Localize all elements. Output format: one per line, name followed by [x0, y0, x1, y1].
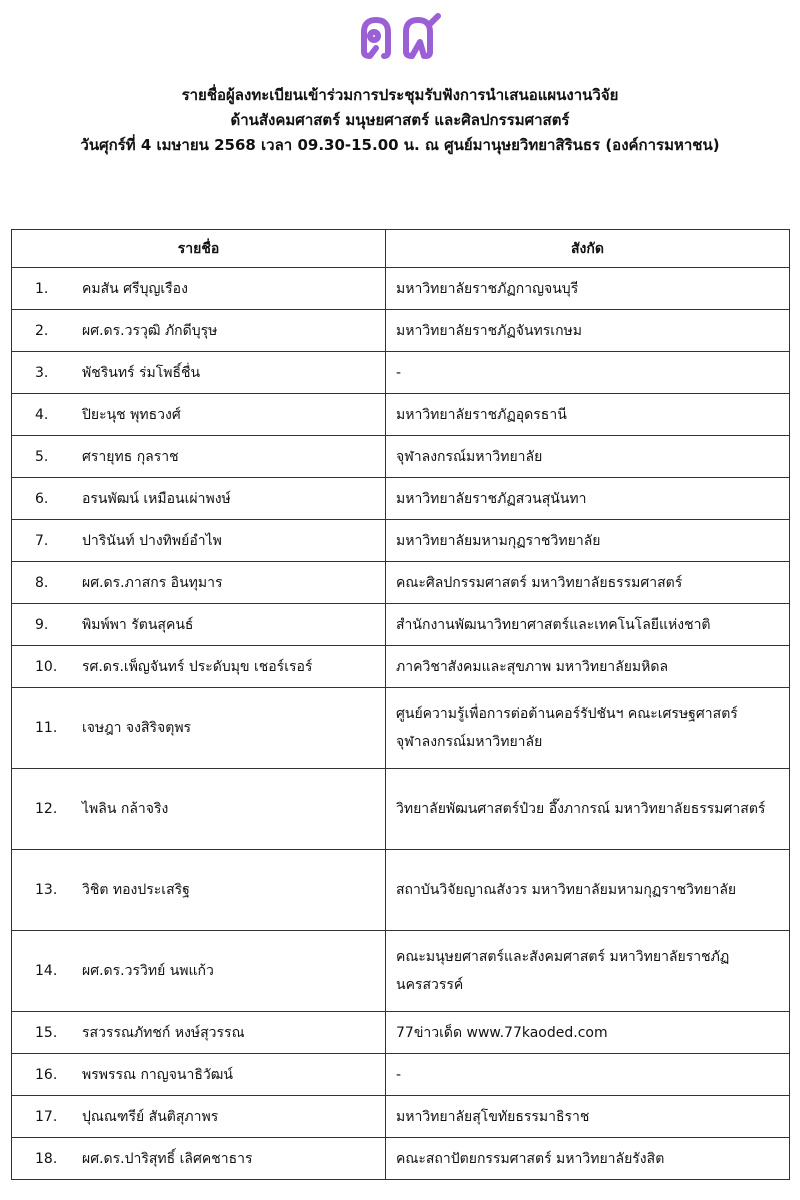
- row-number: 16.: [35, 1066, 58, 1083]
- registrant-name: ปารินันท์ ปางทิพย์อำไพ: [82, 532, 222, 549]
- table-row: [12, 1096, 790, 1138]
- affiliation-cell: คณะสถาปัตยกรรมศาสตร์ มหาวิทยาลัยรังสิต: [386, 1138, 790, 1180]
- name-cell: [12, 1012, 386, 1054]
- row-number: 1.: [35, 280, 49, 297]
- heading-line-title: รายชื่อผู้ลงทะเบียนเข้าร่วมการประชุมรับฟังการนำเสนอแผนงานวิจัย: [181, 86, 619, 104]
- registrant-name: พิมพ์พา รัตนสุคนธ์: [82, 616, 194, 633]
- table-row: [12, 769, 790, 850]
- table-row: [12, 604, 790, 646]
- affiliation-cell: มหาวิทยาลัยมหามกุฏราชวิทยาลัย: [386, 520, 790, 562]
- registrant-name: ผศ.ดร.ภาสกร อินทุมาร: [82, 574, 223, 591]
- name-cell: [12, 562, 386, 604]
- affiliation-cell: จุฬาลงกรณ์มหาวิทยาลัย: [386, 436, 790, 478]
- registrant-name: ผศ.ดร.วรวิทย์ นพแก้ว: [82, 963, 214, 979]
- registrant-name: ไพลิน กล้าจริง: [82, 801, 169, 817]
- registrant-name: เจษฎา จงสิริจตุพร: [82, 720, 192, 736]
- row-number: 12.: [35, 801, 58, 817]
- name-cell: [12, 646, 386, 688]
- affiliation-cell: -: [386, 1054, 790, 1096]
- table-row: [12, 310, 790, 352]
- name-cell: [12, 1096, 386, 1138]
- table-row: [12, 436, 790, 478]
- affiliation-cell: มหาวิทยาลัยราชภัฏกาญจนบุรี: [386, 268, 790, 310]
- row-number: 7.: [35, 532, 49, 549]
- table-header-row: [12, 230, 790, 268]
- name-cell: [12, 520, 386, 562]
- registrant-name: ปุณณฑรีย์ สันติสุภาพร: [82, 1108, 219, 1125]
- affiliation-cell: ศูนย์ความรู้เพื่อการต่อต้านคอร์รัปชันฯ คณะเศรษฐศาสตร์ จุฬาลงกรณ์มหาวิทยาลัย: [386, 688, 790, 769]
- name-cell: [12, 310, 386, 352]
- table-row: [12, 1138, 790, 1180]
- name-cell: [12, 268, 386, 310]
- table-row: [12, 850, 790, 931]
- row-number: 2.: [35, 322, 49, 339]
- registrant-name: รสวรรณภัทชก์ หงษ์สุวรรณ: [82, 1024, 245, 1041]
- registrant-name: รศ.ดร.เพ็ญจันทร์ ประดับมุข เชอร์เรอร์: [82, 658, 313, 675]
- registrant-name: ปิยะนุช พุทธวงศ์: [82, 406, 181, 423]
- name-cell: [12, 850, 386, 931]
- row-number: 9.: [35, 616, 49, 633]
- heading-line-date-venue: วันศุกร์ที่ 4 เมษายน 2568 เวลา 09.30-15.00 น. ณ ศูนย์มานุษยวิทยาสิรินธร (องค์การมหาชน): [80, 136, 720, 154]
- name-cell: [12, 604, 386, 646]
- registrant-name: ศรายุทธ กุลราช: [82, 448, 179, 465]
- table-row: [12, 688, 790, 769]
- table-row: [12, 268, 790, 310]
- registrant-name: คมสัน ศรีบุญเรือง: [82, 280, 188, 297]
- row-number: 18.: [35, 1150, 58, 1167]
- registrant-name: ผศ.ดร.ปาริสุทธิ์ เลิศคชาธาร: [82, 1150, 253, 1167]
- affiliation-cell: คณะมนุษยศาสตร์และสังคมศาสตร์ มหาวิทยาลัยราชภัฏนครสวรรค์: [386, 931, 790, 1012]
- name-cell: [12, 394, 386, 436]
- table-row: [12, 520, 790, 562]
- table-row: [12, 646, 790, 688]
- affiliation-cell: สถาบันวิจัยญาณสังวร มหาวิทยาลัยมหามกุฏราชวิทยาลัย: [386, 850, 790, 931]
- name-cell: [12, 478, 386, 520]
- row-number: 17.: [35, 1108, 58, 1125]
- table-row: [12, 1012, 790, 1054]
- name-cell: [12, 769, 386, 850]
- registrant-name: พรพรรณ กาญจนาธิวัฒน์: [82, 1066, 233, 1083]
- row-number: 5.: [35, 448, 49, 465]
- table-row: [12, 478, 790, 520]
- row-number: 4.: [35, 406, 49, 423]
- header-name: รายชื่อ: [12, 230, 386, 268]
- table-row: [12, 931, 790, 1012]
- name-cell: [12, 1054, 386, 1096]
- row-number: 11.: [35, 720, 58, 736]
- heading-line-subject: ด้านสังคมศาสตร์ มนุษยศาสตร์ และศิลปกรรมศาสตร์: [230, 111, 570, 129]
- table-row: [12, 394, 790, 436]
- logo-icon: [358, 12, 444, 60]
- registrant-name: ผศ.ดร.วรวุฒิ ภักดีบุรุษ: [82, 322, 218, 339]
- row-number: 13.: [35, 882, 58, 898]
- row-number: 14.: [35, 963, 58, 979]
- header-affiliation: สังกัด: [386, 230, 790, 268]
- row-number: 10.: [35, 658, 58, 675]
- affiliation-cell: 77ข่าวเด็ด www.77kaoded.com: [386, 1012, 790, 1054]
- row-number: 8.: [35, 574, 49, 591]
- affiliation-cell: มหาวิทยาลัยราชภัฏจันทรเกษม: [386, 310, 790, 352]
- affiliation-cell: สำนักงานพัฒนาวิทยาศาสตร์และเทคโนโลยีแห่งชาติ: [386, 604, 790, 646]
- affiliation-cell: -: [386, 352, 790, 394]
- row-number: 6.: [35, 490, 49, 507]
- name-cell: [12, 436, 386, 478]
- affiliation-cell: วิทยาลัยพัฒนศาสตร์ป๋วย อึ๊งภากรณ์ มหาวิทยาลัยธรรมศาสตร์: [386, 769, 790, 850]
- name-cell: [12, 931, 386, 1012]
- name-cell: [12, 352, 386, 394]
- row-number: 15.: [35, 1024, 58, 1041]
- row-number: 3.: [35, 364, 49, 381]
- name-cell: [12, 688, 386, 769]
- document-heading: [0, 84, 800, 159]
- registrant-name: พัชรินทร์ ร่มโพธิ์ชื่น: [82, 364, 201, 381]
- registrant-name: วิชิต ทองประเสริฐ: [82, 882, 190, 898]
- table-row: [12, 1054, 790, 1096]
- affiliation-cell: ภาควิชาสังคมและสุขภาพ มหาวิทยาลัยมหิดล: [386, 646, 790, 688]
- name-cell: [12, 1138, 386, 1180]
- registrant-table: [11, 229, 790, 1180]
- registrant-name: อรนพัฒน์ เหมือนเผ่าพงษ์: [82, 490, 231, 507]
- affiliation-cell: มหาวิทยาลัยราชภัฏสวนสุนันทา: [386, 478, 790, 520]
- affiliation-cell: คณะศิลปกรรมศาสตร์ มหาวิทยาลัยธรรมศาสตร์: [386, 562, 790, 604]
- affiliation-cell: มหาวิทยาลัยสุโขทัยธรรมาธิราช: [386, 1096, 790, 1138]
- affiliation-cell: มหาวิทยาลัยราชภัฏอุดรธานี: [386, 394, 790, 436]
- table-row: [12, 352, 790, 394]
- table-row: [12, 562, 790, 604]
